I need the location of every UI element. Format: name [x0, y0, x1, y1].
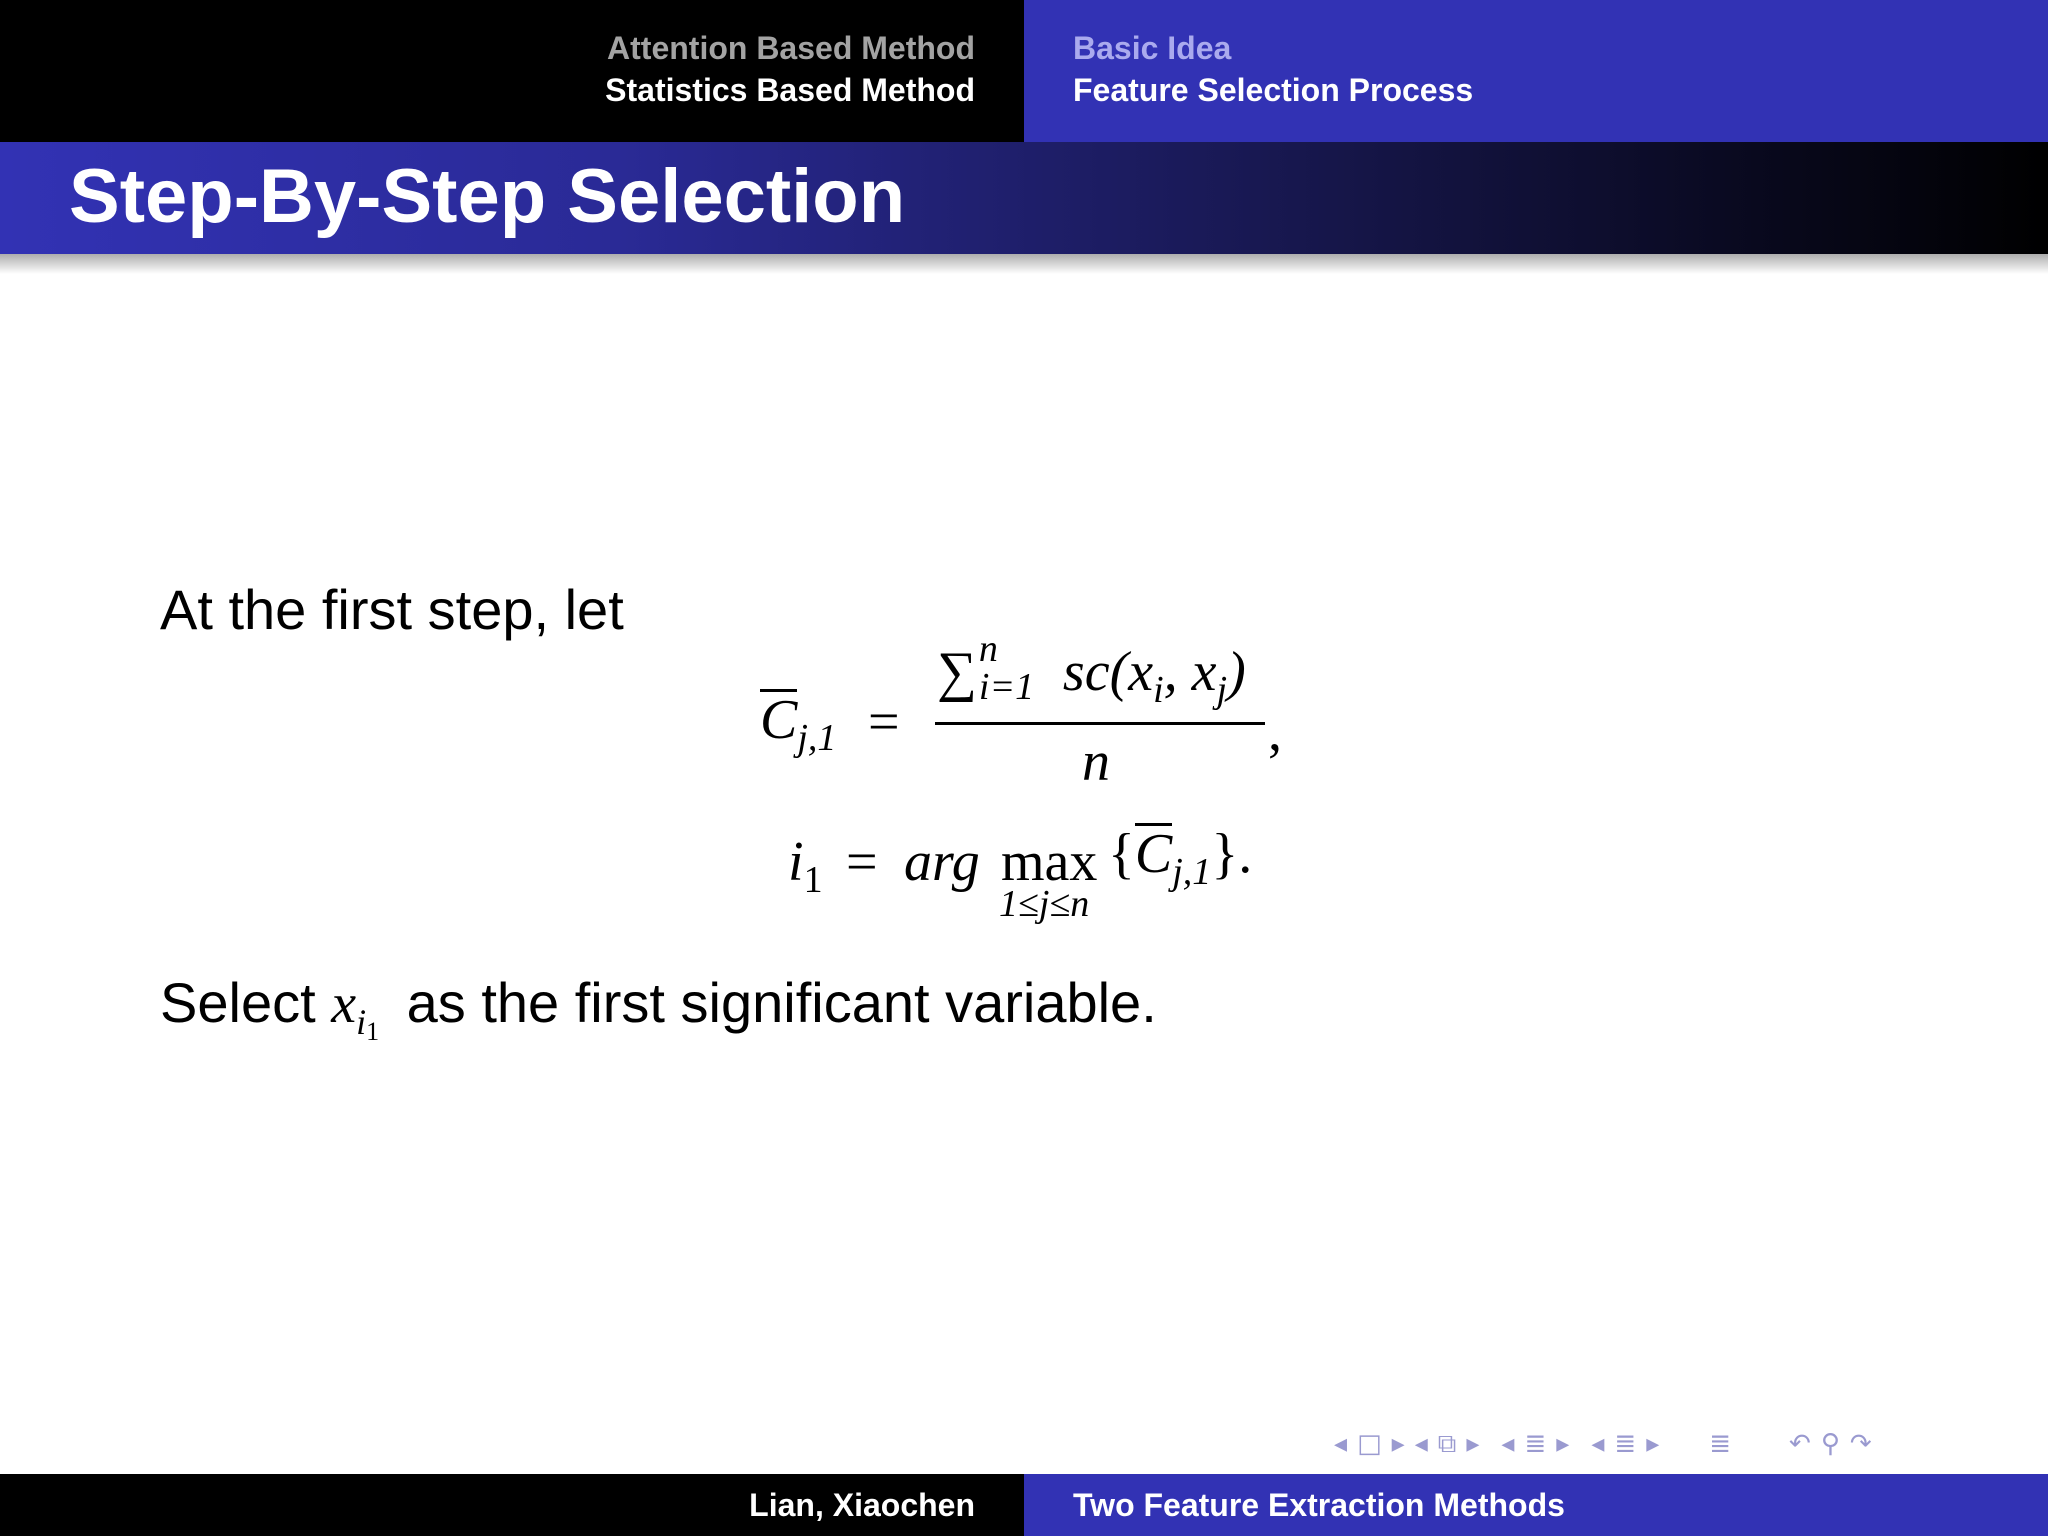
eq2-c-bar: C: [1134, 823, 1173, 885]
arrow-left-icon[interactable]: ◂: [1414, 1429, 1428, 1459]
sc-sub-i: i: [1153, 669, 1164, 712]
section-icon[interactable]: ≣: [1524, 1429, 1547, 1459]
nav-section-attention[interactable]: Attention Based Method: [607, 30, 975, 66]
eq2-open-brace: {: [1108, 823, 1135, 885]
frame-icon[interactable]: □: [1357, 1429, 1382, 1459]
nav-subsection-feature-selection[interactable]: Feature Selection Process: [1073, 72, 1474, 108]
conclusion-var-sub: [356, 1002, 380, 1047]
sum-upper: n: [978, 628, 998, 671]
sc-func: sc(x: [1062, 641, 1154, 703]
eq1-equals: =: [868, 691, 900, 753]
eq2-close-brace: }.: [1211, 823, 1253, 885]
conclusion-var-sub-i: i: [356, 1002, 367, 1043]
conclusion-text: [160, 970, 1157, 1047]
toc-icon[interactable]: ≣: [1709, 1429, 1732, 1459]
sc-sub-j: j: [1216, 669, 1228, 712]
eq1-c-bar: C: [760, 689, 798, 751]
eq2-c-sub: j,1: [1172, 851, 1212, 894]
sc-close: ): [1227, 641, 1246, 703]
eq1-lhs: [760, 688, 837, 760]
eq1-comma: ,: [1268, 701, 1282, 763]
conclusion-var-sub-1: 1: [366, 1017, 380, 1047]
sum-symbol: ∑: [937, 641, 977, 703]
beamer-nav-bar: [1334, 1426, 2034, 1462]
intro-text: At the first step, let: [160, 578, 624, 641]
subsection-icon[interactable]: ≣: [1614, 1429, 1637, 1459]
header-left-panel: [0, 0, 1024, 142]
footer-right-panel: [1024, 1474, 2048, 1536]
arrow-right-icon[interactable]: ▸: [1646, 1429, 1660, 1459]
footer-title: Two Feature Extraction Methods: [1073, 1487, 1565, 1523]
undo-icon[interactable]: ↶: [1789, 1429, 1811, 1459]
eq2-lhs: [788, 830, 823, 902]
nav-subsection-basic-idea[interactable]: Basic Idea: [1073, 30, 1232, 66]
eq2-max: max: [1001, 831, 1098, 893]
conclusion-var: x: [331, 973, 357, 1035]
conclusion-prefix: Select: [160, 971, 316, 1034]
subsection-icon[interactable]: ⧉: [1437, 1428, 1457, 1459]
eq1-denominator: n: [1082, 731, 1110, 793]
conclusion-suffix: as the first significant variable.: [406, 971, 1157, 1034]
eq2-i-sub: 1: [803, 859, 823, 902]
eq2-i: i: [788, 831, 804, 893]
arrow-right-icon[interactable]: ▸: [1466, 1429, 1480, 1459]
eq2-arg: arg: [904, 831, 980, 893]
nav-section-statistics[interactable]: Statistics Based Method: [605, 72, 975, 108]
search-icon[interactable]: ⚲: [1820, 1429, 1840, 1459]
arrow-left-icon[interactable]: ◂: [1501, 1429, 1515, 1459]
sc-mid: , x: [1163, 641, 1217, 703]
footer-left-panel: [0, 1474, 1024, 1536]
fraction-rule: [935, 722, 1265, 725]
arrow-right-icon[interactable]: ▸: [1556, 1429, 1570, 1459]
arrow-left-icon[interactable]: ◂: [1334, 1429, 1348, 1459]
eq1-numerator: [937, 628, 1246, 712]
slide-title: Step-By-Step Selection: [69, 154, 906, 239]
footer-author: Lian, Xiaochen: [749, 1487, 975, 1523]
arrow-left-icon[interactable]: ◂: [1591, 1429, 1605, 1459]
header-right-panel: [1024, 0, 2048, 142]
eq2-max-sub: 1≤j≤n: [999, 883, 1090, 925]
title-shadow: [0, 254, 2048, 274]
eq2-set: [1108, 822, 1253, 894]
sum-lower: i=1: [978, 666, 1035, 709]
eq2-equals: =: [846, 831, 878, 893]
redo-icon[interactable]: ↷: [1849, 1429, 1872, 1459]
eq1-lhs-sub: j,1: [797, 717, 837, 760]
arrow-right-icon[interactable]: ▸: [1391, 1429, 1405, 1459]
